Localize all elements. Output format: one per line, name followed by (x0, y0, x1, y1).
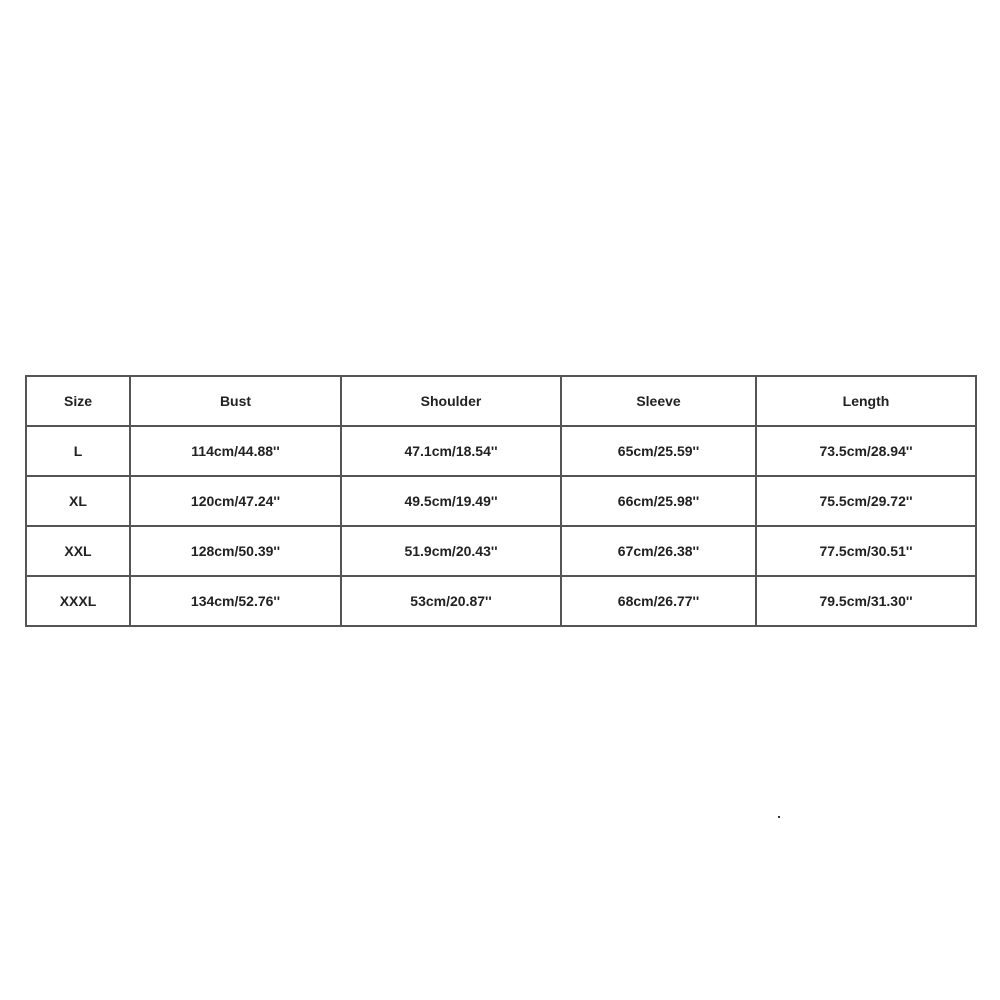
cell-size: XL (26, 476, 130, 526)
cell-length: 73.5cm/28.94'' (756, 426, 976, 476)
cell-length: 79.5cm/31.30'' (756, 576, 976, 626)
cell-size: XXL (26, 526, 130, 576)
header-sleeve: Sleeve (561, 376, 756, 426)
cell-sleeve: 65cm/25.59'' (561, 426, 756, 476)
cell-length: 75.5cm/29.72'' (756, 476, 976, 526)
cell-bust: 134cm/52.76'' (130, 576, 341, 626)
cell-sleeve: 67cm/26.38'' (561, 526, 756, 576)
cell-bust: 128cm/50.39'' (130, 526, 341, 576)
table-row (26, 476, 976, 526)
cell-length: 77.5cm/30.51'' (756, 526, 976, 576)
cell-size: L (26, 426, 130, 476)
table-header-row (26, 376, 976, 426)
cell-shoulder: 51.9cm/20.43'' (341, 526, 561, 576)
cell-shoulder: 49.5cm/19.49'' (341, 476, 561, 526)
cell-sleeve: 66cm/25.98'' (561, 476, 756, 526)
header-bust: Bust (130, 376, 341, 426)
header-shoulder: Shoulder (341, 376, 561, 426)
cell-shoulder: 47.1cm/18.54'' (341, 426, 561, 476)
cell-bust: 120cm/47.24'' (130, 476, 341, 526)
table-row (26, 526, 976, 576)
stray-dot (778, 816, 780, 818)
table-row (26, 426, 976, 476)
cell-size: XXXL (26, 576, 130, 626)
cell-shoulder: 53cm/20.87'' (341, 576, 561, 626)
cell-bust: 114cm/44.88'' (130, 426, 341, 476)
table-row (26, 576, 976, 626)
cell-sleeve: 68cm/26.77'' (561, 576, 756, 626)
size-chart-table (25, 375, 977, 627)
header-size: Size (26, 376, 130, 426)
header-length: Length (756, 376, 976, 426)
